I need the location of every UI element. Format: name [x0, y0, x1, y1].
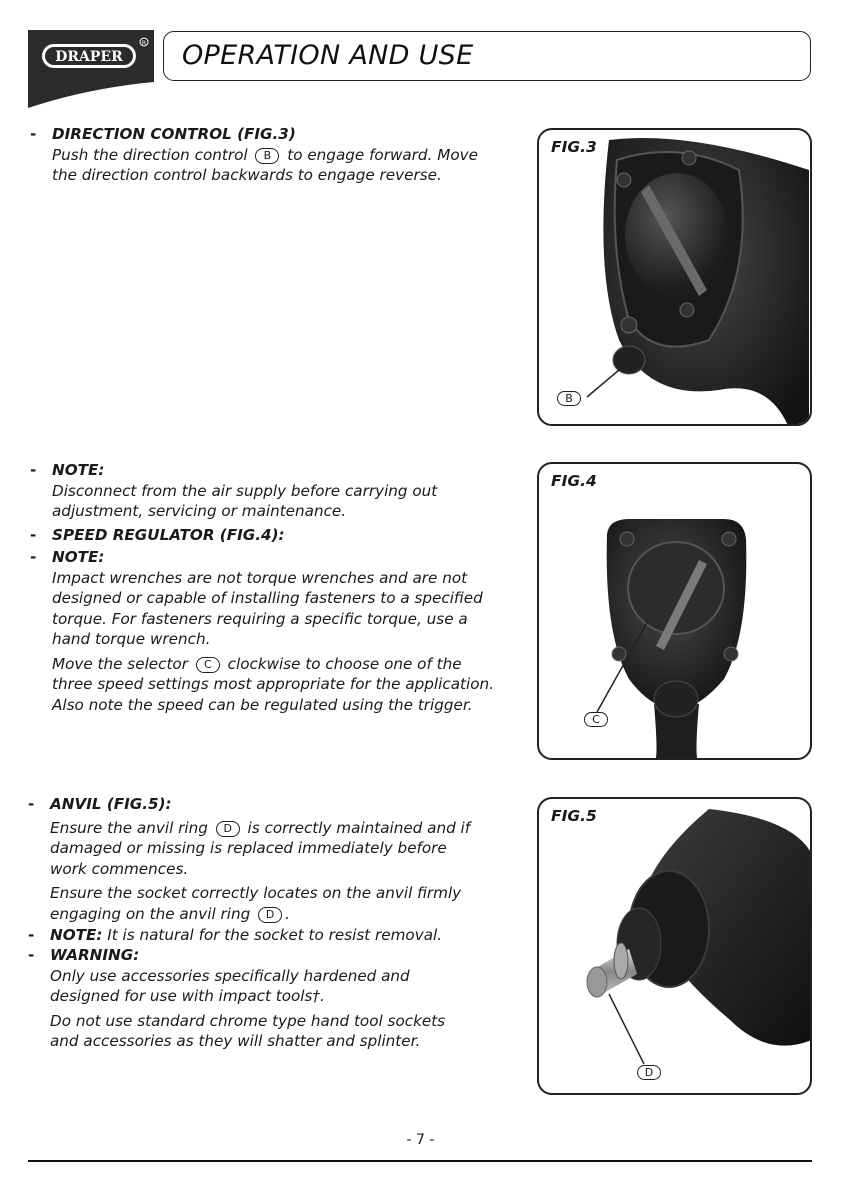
- impact-wrench-rear-photo: [539, 130, 812, 426]
- speed-regulator-heading: SPEED REGULATOR (FIG.4):: [52, 526, 285, 544]
- figure-5-callout-d: D: [637, 1065, 661, 1080]
- anvil-line-5a: engaging on the anvil ring: [50, 904, 251, 923]
- note-3-text: It is natural for the socket to resist removal.: [107, 926, 443, 944]
- impact-wrench-selector-photo: [539, 464, 812, 760]
- callout-c: C: [196, 657, 220, 673]
- impact-wrench-anvil-photo: [539, 799, 812, 1095]
- note-2-line-6: three speed settings most appropriate for the application.: [52, 675, 494, 693]
- warning-section: [50, 945, 520, 1052]
- figure-3-callout-b: B: [557, 391, 581, 406]
- note-1-line-1: Disconnect from the air supply before carrying out: [52, 481, 438, 500]
- direction-line-1b: to engage forward. Move: [287, 145, 478, 164]
- note-2-section: [52, 547, 522, 715]
- direction-line-2: the direction control backwards to engage reverse.: [52, 166, 442, 184]
- anvil-line-5b: .: [285, 904, 290, 923]
- figure-4-label: FIG.4: [551, 472, 597, 490]
- note-2-line-4: hand torque wrench.: [52, 630, 211, 648]
- note-2-line-2: designed or capable of installing fasteners to a specified: [52, 589, 483, 607]
- warning-line-2: designed for use with impact tools†.: [50, 987, 325, 1005]
- anvil-line-3: work commences.: [50, 859, 189, 878]
- note-2-line-1: Impact wrenches are not torque wrenches and are not: [52, 568, 468, 587]
- svg-text:R: R: [141, 40, 147, 47]
- direction-control-section: [52, 124, 522, 186]
- anvil-line-4: Ensure the socket correctly locates on the anvil firmly: [50, 884, 462, 902]
- note-2-line-5b: clockwise to choose one of the: [227, 654, 462, 673]
- draper-logo: [28, 30, 156, 108]
- bullet-dash: -: [30, 125, 37, 143]
- bullet-dash: -: [28, 795, 35, 813]
- callout-d-2: D: [258, 907, 282, 923]
- note-2-heading: NOTE:: [52, 548, 105, 566]
- note-3-heading: NOTE:: [50, 926, 103, 944]
- note-2-line-7: Also note the speed can be regulated using the trigger.: [52, 695, 473, 714]
- note-2-line-5a: Move the selector: [52, 654, 188, 673]
- direction-heading: DIRECTION CONTROL (FIG.3): [52, 125, 296, 143]
- bullet-dash: -: [30, 461, 37, 479]
- callout-d: D: [216, 821, 240, 837]
- note-1-line-2: adjustment, servicing or maintenance.: [52, 502, 347, 520]
- figure-4-callout-c: C: [584, 712, 608, 727]
- anvil-line-2: damaged or missing is replaced immediately before: [50, 839, 447, 857]
- warning-line-3: Do not use standard chrome type hand tool sockets: [50, 1011, 446, 1030]
- anvil-line-1a: Ensure the anvil ring: [50, 818, 208, 837]
- note-1-heading: NOTE:: [52, 461, 105, 479]
- callout-b: B: [255, 148, 279, 164]
- direction-line-1a: Push the direction control: [52, 145, 248, 164]
- bullet-dash: -: [30, 548, 37, 566]
- figure-5-label: FIG.5: [551, 807, 597, 825]
- note-2-line-3: torque. For fasteners requiring a specific torque, use a: [52, 609, 468, 628]
- figure-3: [537, 128, 812, 426]
- bullet-dash: -: [28, 926, 35, 944]
- page-number: - 7 -: [406, 1132, 435, 1148]
- note-1-section: [52, 460, 522, 522]
- warning-line-1: Only use accessories specifically hardened and: [50, 966, 410, 985]
- figure-3-label: FIG.3: [551, 138, 597, 156]
- figure-4: [537, 462, 812, 760]
- warning-heading: WARNING:: [50, 946, 140, 964]
- logo-wordmark: DRAPER: [55, 49, 123, 65]
- anvil-section: [50, 794, 520, 924]
- note-3-section: [50, 925, 520, 946]
- bullet-dash: -: [30, 526, 37, 544]
- warning-line-4: and accessories as they will shatter and splinter.: [50, 1032, 421, 1050]
- figure-5: [537, 797, 812, 1095]
- page-title-box: [163, 31, 811, 81]
- footer-rule: [28, 1160, 812, 1162]
- anvil-line-1b: is correctly maintained and if: [247, 818, 471, 837]
- anvil-heading: ANVIL (FIG.5):: [50, 795, 172, 813]
- bullet-dash: -: [28, 946, 35, 964]
- page-title: OPERATION AND USE: [182, 40, 474, 71]
